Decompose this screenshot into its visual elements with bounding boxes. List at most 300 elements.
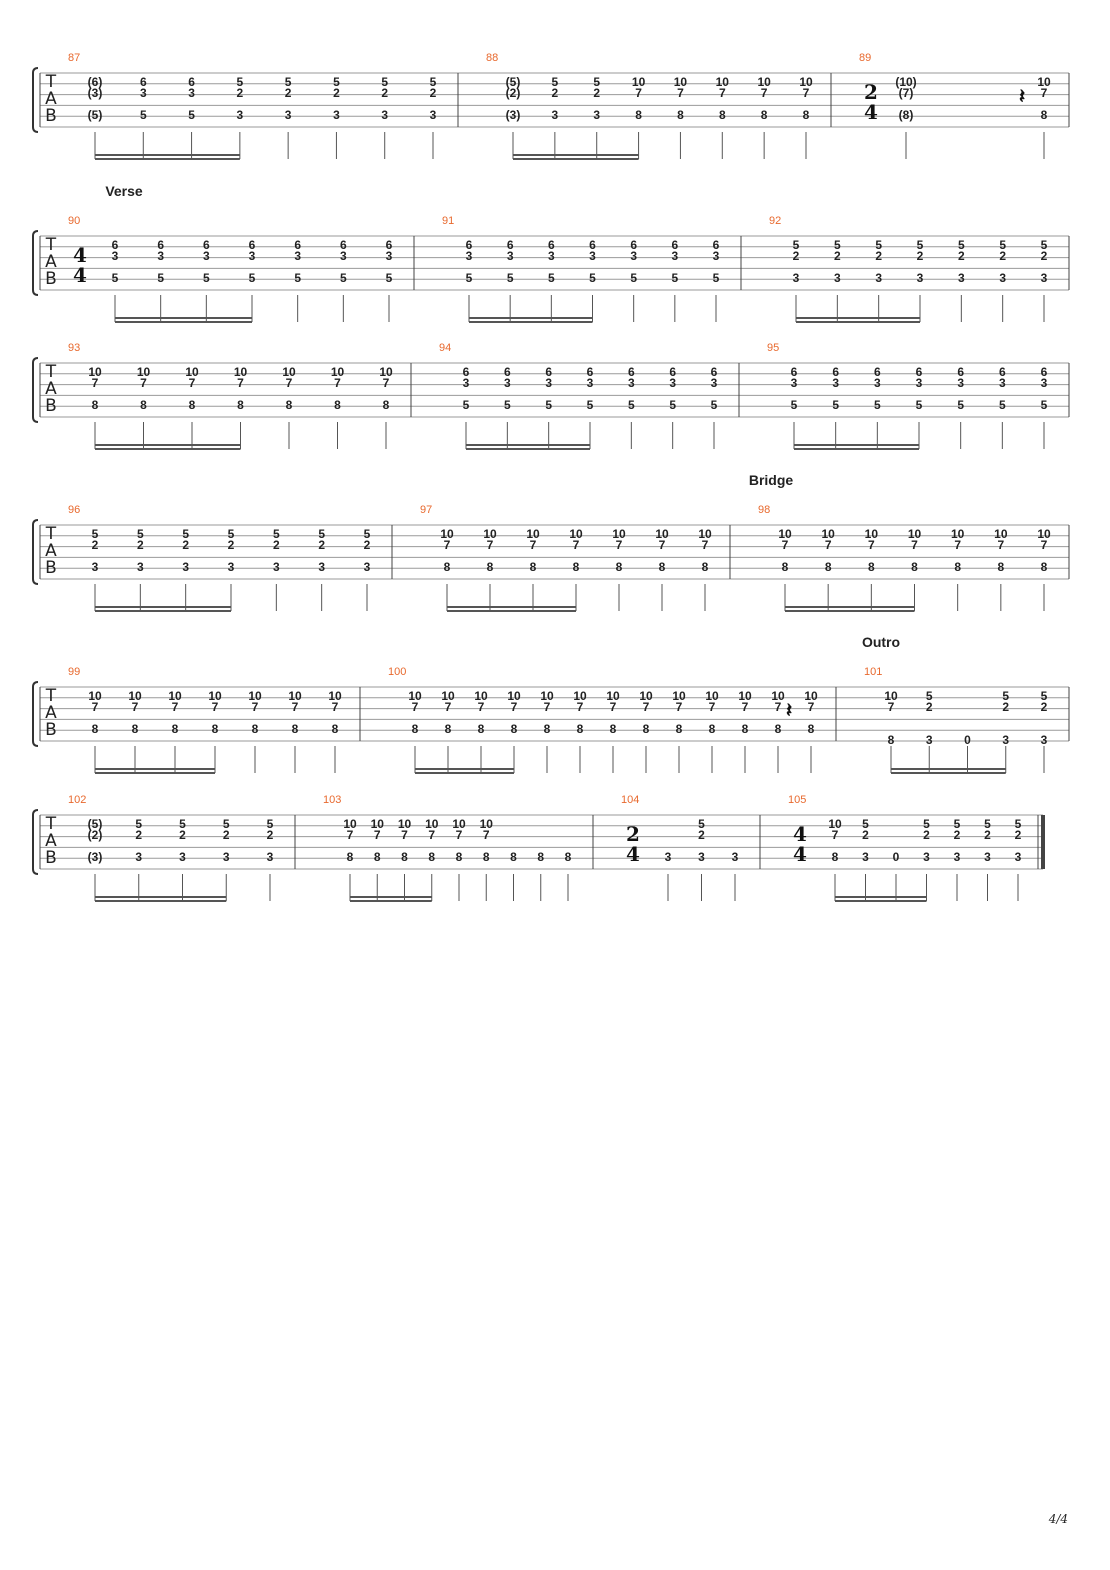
- fret-number: 5: [1014, 817, 1022, 831]
- fret-number: 8: [428, 850, 436, 864]
- fret-number: 6: [832, 365, 840, 379]
- fret-number: 5: [1040, 238, 1048, 252]
- fret-number: 8: [537, 850, 545, 864]
- fret-number: 5: [957, 398, 965, 412]
- fret-number: 7: [1040, 538, 1048, 552]
- fret-number: 5: [385, 271, 393, 285]
- fret-number: 5: [135, 817, 143, 831]
- fret-number: 7: [615, 538, 623, 552]
- fret-number: 6: [1040, 365, 1048, 379]
- fret-number: 5: [333, 75, 340, 89]
- fret-number: 5: [248, 271, 256, 285]
- fret-number: 5: [998, 398, 1006, 412]
- fret-number: 5: [188, 108, 195, 122]
- fret-number: 5: [586, 398, 594, 412]
- fret-number: 3: [586, 376, 594, 390]
- fret-number: 5: [547, 271, 555, 285]
- fret-number: 5: [294, 271, 302, 285]
- fret-number: 10: [821, 527, 835, 541]
- fret-number: 5: [999, 238, 1007, 252]
- section-label: Bridge: [748, 472, 794, 488]
- fret-number: 3: [953, 850, 961, 864]
- fret-number: 3: [333, 108, 340, 122]
- fret-number: 6: [248, 238, 256, 252]
- fret-number: 3: [1040, 376, 1048, 390]
- fret-number: 3: [923, 850, 930, 864]
- fret-number: 3: [272, 560, 280, 574]
- fret-number: 8: [954, 560, 962, 574]
- fret-number: 7: [760, 86, 768, 100]
- fret-number: 8: [642, 722, 650, 736]
- fret-number: 8: [1040, 108, 1048, 122]
- fret-number: 8: [211, 722, 219, 736]
- fret-number: 8: [675, 722, 683, 736]
- fret-number: 10: [233, 365, 248, 379]
- fret-number: 3: [669, 376, 677, 390]
- measure-number: 104: [621, 794, 640, 806]
- fret-number: 3: [111, 249, 119, 263]
- fret-number: 8: [444, 722, 452, 736]
- tab-system: [33, 183, 1069, 322]
- fret-number: 3: [157, 249, 165, 263]
- section-label: Verse: [105, 183, 143, 199]
- time-signature-bottom: 4: [626, 842, 640, 866]
- fret-number: 5: [545, 398, 553, 412]
- fret-number: 3: [266, 850, 274, 864]
- fret-number: 7: [642, 700, 650, 714]
- fret-number: 8: [401, 850, 408, 864]
- fret-number: 7: [911, 538, 918, 552]
- measure-number: 99: [68, 666, 81, 678]
- fret-number: 2: [363, 538, 371, 552]
- fret-number: 8: [831, 850, 839, 864]
- fret-number: 3: [1014, 850, 1022, 864]
- fret-number: 3: [465, 249, 473, 263]
- fret-number: 8: [615, 560, 623, 574]
- fret-number: 10: [248, 689, 262, 703]
- fret-number: 3: [381, 108, 389, 122]
- fret-number: 10: [483, 527, 497, 541]
- fret-number: 5: [916, 238, 924, 252]
- fret-number: 8: [718, 108, 726, 122]
- fret-number: 10: [569, 527, 583, 541]
- fret-number: 8: [291, 722, 299, 736]
- fret-number: 6: [627, 365, 635, 379]
- tab-clef-letter: A: [45, 541, 57, 561]
- fret-number: 10: [379, 365, 393, 379]
- fret-number: 5: [712, 271, 720, 285]
- fret-number: 2: [698, 828, 705, 842]
- fret-number: 6: [339, 238, 347, 252]
- fret-number: 3: [792, 271, 800, 285]
- fret-number: 6: [671, 238, 679, 252]
- fret-number: 10: [606, 689, 620, 703]
- fret-number: 10: [950, 527, 965, 541]
- fret-number: 5: [381, 75, 389, 89]
- time-signature-top: 2: [864, 80, 878, 104]
- fret-number: 5: [957, 238, 965, 252]
- fret-number: 7: [831, 828, 839, 842]
- fret-number: 10: [672, 689, 686, 703]
- fret-number: 5: [363, 527, 371, 541]
- fret-number: 2: [593, 86, 601, 100]
- fret-number: 7: [91, 700, 99, 714]
- fret-number: 3: [698, 850, 705, 864]
- fret-number: 2: [284, 86, 292, 100]
- fret-number: 8: [781, 560, 789, 574]
- fret-number: 0: [892, 850, 900, 864]
- fret-number: 3: [833, 271, 841, 285]
- measure-number: 103: [323, 794, 342, 806]
- fret-number: 2: [429, 86, 437, 100]
- fret-number: 7: [677, 86, 684, 100]
- fret-number: 3: [873, 376, 881, 390]
- fret-number: 5: [91, 527, 99, 541]
- fret-number: (10): [895, 75, 917, 89]
- fret-number: 7: [477, 700, 485, 714]
- fret-number: 7: [997, 538, 1005, 552]
- fret-number: 3: [957, 376, 965, 390]
- fret-number: 2: [272, 538, 280, 552]
- fret-number: 5: [1040, 689, 1048, 703]
- fret-number: 3: [248, 249, 256, 263]
- time-signature-top: 4: [73, 243, 87, 267]
- fret-number: 3: [731, 850, 739, 864]
- fret-number: 8: [802, 108, 810, 122]
- system-bracket: [33, 68, 38, 132]
- fret-number: 3: [664, 850, 672, 864]
- fret-number: 8: [807, 722, 815, 736]
- fret-number: 3: [339, 249, 347, 263]
- fret-number: 2: [333, 86, 340, 100]
- fret-number: 10: [864, 527, 879, 541]
- fret-number: 8: [760, 108, 768, 122]
- fret-number: (3): [87, 86, 103, 100]
- fret-number: 6: [873, 365, 881, 379]
- fret-number: 3: [385, 249, 393, 263]
- fret-number: 2: [318, 538, 326, 552]
- fret-number: 6: [547, 238, 555, 252]
- fret-number: 6: [915, 365, 923, 379]
- fret-number: 10: [907, 527, 922, 541]
- fret-number: 10: [698, 527, 712, 541]
- fret-number: 0: [964, 733, 971, 747]
- tab-clef-letter: B: [45, 558, 57, 578]
- tab-clef-letter: T: [45, 362, 57, 382]
- fret-number: 5: [915, 398, 923, 412]
- fret-number: 7: [609, 700, 617, 714]
- fret-number: 5: [593, 75, 601, 89]
- fret-number: 10: [208, 689, 222, 703]
- fret-number: 8: [635, 108, 642, 122]
- tab-clef-letter: T: [45, 686, 57, 706]
- fret-number: 6: [712, 238, 720, 252]
- fret-number: 7: [140, 376, 147, 390]
- fret-number: 8: [131, 722, 139, 736]
- fret-number: 6: [586, 365, 594, 379]
- fret-number: 8: [708, 722, 716, 736]
- fret-number: 10: [828, 817, 842, 831]
- fret-number: 3: [135, 850, 143, 864]
- fret-number: 7: [455, 828, 463, 842]
- fret-number: 3: [1040, 271, 1048, 285]
- section-label: Outro: [861, 634, 901, 650]
- fret-number: 10: [474, 689, 488, 703]
- fret-number: 6: [957, 365, 965, 379]
- fret-number: 6: [465, 238, 473, 252]
- fret-number: 3: [503, 376, 511, 390]
- fret-number: 7: [635, 86, 642, 100]
- fret-number: 5: [202, 271, 210, 285]
- fret-number: 8: [609, 722, 617, 736]
- fret-number: 2: [222, 828, 230, 842]
- fret-number: 3: [236, 108, 244, 122]
- system-bracket: [33, 358, 38, 422]
- fret-number: 10: [573, 689, 587, 703]
- tab-clef-letter: A: [45, 379, 57, 399]
- fret-number: 3: [363, 560, 371, 574]
- fret-number: 6: [669, 365, 677, 379]
- fret-number: 10: [705, 689, 719, 703]
- fret-number: 10: [673, 75, 688, 89]
- fret-number: (2): [505, 86, 521, 100]
- fret-number: 5: [182, 527, 190, 541]
- fret-number: 8: [285, 398, 293, 412]
- tab-clef-letter: T: [45, 235, 57, 255]
- fret-number: 6: [506, 238, 514, 252]
- fret-number: 3: [915, 376, 923, 390]
- fret-number: 10: [778, 527, 792, 541]
- fret-number: 5: [1002, 689, 1010, 703]
- fret-number: 8: [658, 560, 666, 574]
- measure-number: 92: [769, 215, 782, 227]
- fret-number: 2: [925, 700, 933, 714]
- fret-number: 6: [188, 75, 195, 89]
- fret-number: 3: [925, 733, 933, 747]
- fret-number: (3): [505, 108, 521, 122]
- fret-number: 5: [671, 271, 679, 285]
- fret-number: 5: [953, 817, 961, 831]
- fret-number: 7: [529, 538, 537, 552]
- fret-number: 3: [712, 249, 720, 263]
- fret-number: (6): [87, 75, 103, 89]
- fret-number: 3: [671, 249, 679, 263]
- fret-number: 7: [285, 376, 293, 390]
- fret-number: 10: [540, 689, 554, 703]
- fret-number: 8: [91, 722, 99, 736]
- fret-number: 10: [425, 817, 439, 831]
- fret-number: 5: [236, 75, 244, 89]
- fret-number: 6: [545, 365, 553, 379]
- fret-number: 5: [984, 817, 991, 831]
- fret-number: 6: [589, 238, 596, 252]
- fret-number: 10: [441, 689, 455, 703]
- fret-number: 2: [135, 828, 143, 842]
- page-number: 4/4: [1048, 1512, 1068, 1526]
- fret-number: 3: [91, 560, 99, 574]
- fret-number: 3: [790, 376, 798, 390]
- tab-clef-letter: A: [45, 831, 57, 851]
- fret-number: 7: [572, 538, 580, 552]
- fret-number: 10: [479, 817, 493, 831]
- fret-number: 7: [510, 700, 518, 714]
- fret-number: 10: [884, 689, 898, 703]
- fret-number: 5: [925, 689, 933, 703]
- fret-number: 2: [923, 828, 930, 842]
- fret-number: 2: [236, 86, 244, 100]
- fret-number: 3: [551, 108, 559, 122]
- fret-number: 7: [373, 828, 381, 842]
- tab-system: [33, 634, 1069, 773]
- fret-number: 7: [718, 86, 726, 100]
- fret-number: 5: [710, 398, 718, 412]
- fret-number: 7: [411, 700, 419, 714]
- fret-number: 10: [343, 817, 357, 831]
- measure-number: 90: [68, 215, 81, 227]
- fret-number: 5: [272, 527, 280, 541]
- fret-number: 3: [875, 271, 883, 285]
- fret-number: 8: [701, 560, 709, 574]
- fret-number: 10: [507, 689, 521, 703]
- fret-number: 2: [136, 538, 144, 552]
- measure-number: 97: [420, 504, 433, 516]
- system-bracket: [33, 231, 38, 295]
- fret-number: 2: [953, 828, 961, 842]
- fret-number: (5): [87, 108, 103, 122]
- fret-number: 8: [443, 560, 451, 574]
- fret-number: 2: [91, 538, 99, 552]
- fret-number: 7: [802, 86, 810, 100]
- fret-number: 8: [482, 850, 490, 864]
- rest-symbol: 𝄽: [786, 698, 793, 722]
- measure-number: 93: [68, 342, 81, 354]
- fret-number: (2): [87, 828, 103, 842]
- tab-clef-letter: B: [45, 396, 57, 416]
- measure-number: 100: [388, 666, 407, 678]
- tab-clef-letter: B: [45, 106, 57, 126]
- fret-number: 2: [792, 249, 800, 263]
- fret-number: 6: [294, 238, 302, 252]
- time-signature-bottom: 4: [73, 263, 87, 287]
- tab-clef-letter: B: [45, 848, 57, 868]
- time-signature-top: 2: [626, 822, 640, 846]
- fret-number: 5: [179, 817, 186, 831]
- fret-number: 7: [867, 538, 875, 552]
- fret-number: 10: [88, 689, 102, 703]
- fret-number: 6: [157, 238, 165, 252]
- fret-number: 6: [503, 365, 511, 379]
- fret-number: 3: [710, 376, 718, 390]
- fret-number: 3: [318, 560, 326, 574]
- fret-number: 2: [833, 249, 841, 263]
- tab-clef-letter: T: [45, 72, 57, 92]
- tab-clef-letter: T: [45, 524, 57, 544]
- fret-number: 2: [875, 249, 883, 263]
- fret-number: 10: [655, 527, 669, 541]
- fret-number: 6: [710, 365, 718, 379]
- fret-number: (7): [898, 86, 914, 100]
- fret-number: 3: [284, 108, 292, 122]
- measure-number: 102: [68, 794, 87, 806]
- fret-number: 7: [658, 538, 666, 552]
- fret-number: 8: [824, 560, 832, 574]
- fret-number: 2: [182, 538, 190, 552]
- tab-system: [33, 52, 1069, 159]
- fret-number: 5: [589, 271, 596, 285]
- fret-number: 6: [790, 365, 798, 379]
- tab-clef-letter: A: [45, 89, 57, 109]
- fret-number: 10: [185, 365, 199, 379]
- fret-number: 5: [862, 817, 869, 831]
- fret-number: 8: [1040, 560, 1048, 574]
- fret-number: 5: [873, 398, 881, 412]
- fret-number: 3: [862, 850, 869, 864]
- fret-number: 7: [237, 376, 244, 390]
- fret-number: 10: [168, 689, 182, 703]
- fret-number: 3: [429, 108, 437, 122]
- fret-number: 10: [1037, 527, 1051, 541]
- fret-number: (8): [898, 108, 914, 122]
- measure-number: 105: [788, 794, 807, 806]
- fret-number: 10: [631, 75, 646, 89]
- fret-number: 2: [551, 86, 559, 100]
- fret-number: 7: [401, 828, 408, 842]
- fret-number: (3): [87, 850, 103, 864]
- fret-number: 8: [171, 722, 179, 736]
- system-bracket: [33, 810, 38, 874]
- system-bracket: [33, 520, 38, 584]
- fret-number: 10: [526, 527, 540, 541]
- fret-number: 7: [251, 700, 259, 714]
- fret-number: 8: [251, 722, 259, 736]
- tab-clef-letter: T: [45, 814, 57, 834]
- fret-number: 2: [984, 828, 991, 842]
- fret-number: 2: [999, 249, 1007, 263]
- fret-number: 8: [529, 560, 537, 574]
- fret-number: 6: [998, 365, 1006, 379]
- time-signature-top: 4: [793, 822, 807, 846]
- fret-number: 3: [589, 249, 596, 263]
- fret-number: 3: [182, 560, 190, 574]
- fret-number: 6: [202, 238, 210, 252]
- fret-number: 8: [564, 850, 572, 864]
- measure-number: 94: [439, 342, 452, 354]
- fret-number: (5): [505, 75, 521, 89]
- fret-number: 10: [804, 689, 818, 703]
- fret-number: 3: [179, 850, 186, 864]
- fret-number: 8: [510, 850, 517, 864]
- fret-number: 3: [630, 249, 638, 263]
- fret-number: 7: [781, 538, 789, 552]
- fret-number: 5: [792, 238, 800, 252]
- measure-number: 87: [68, 52, 81, 64]
- fret-number: 7: [774, 700, 782, 714]
- fret-number: 10: [136, 365, 151, 379]
- fret-number: 2: [381, 86, 389, 100]
- fret-number: 6: [139, 75, 147, 89]
- tab-clef-letter: B: [45, 720, 57, 740]
- fret-number: 10: [715, 75, 729, 89]
- fret-number: 7: [131, 700, 139, 714]
- fret-number: 5: [627, 398, 635, 412]
- fret-number: 10: [397, 817, 412, 831]
- fret-number: 7: [291, 700, 299, 714]
- fret-number: 5: [465, 271, 473, 285]
- rest-symbol: 𝄽: [1019, 84, 1026, 108]
- fret-number: 3: [1002, 733, 1010, 747]
- fret-number: 10: [128, 689, 142, 703]
- fret-number: 3: [1040, 733, 1048, 747]
